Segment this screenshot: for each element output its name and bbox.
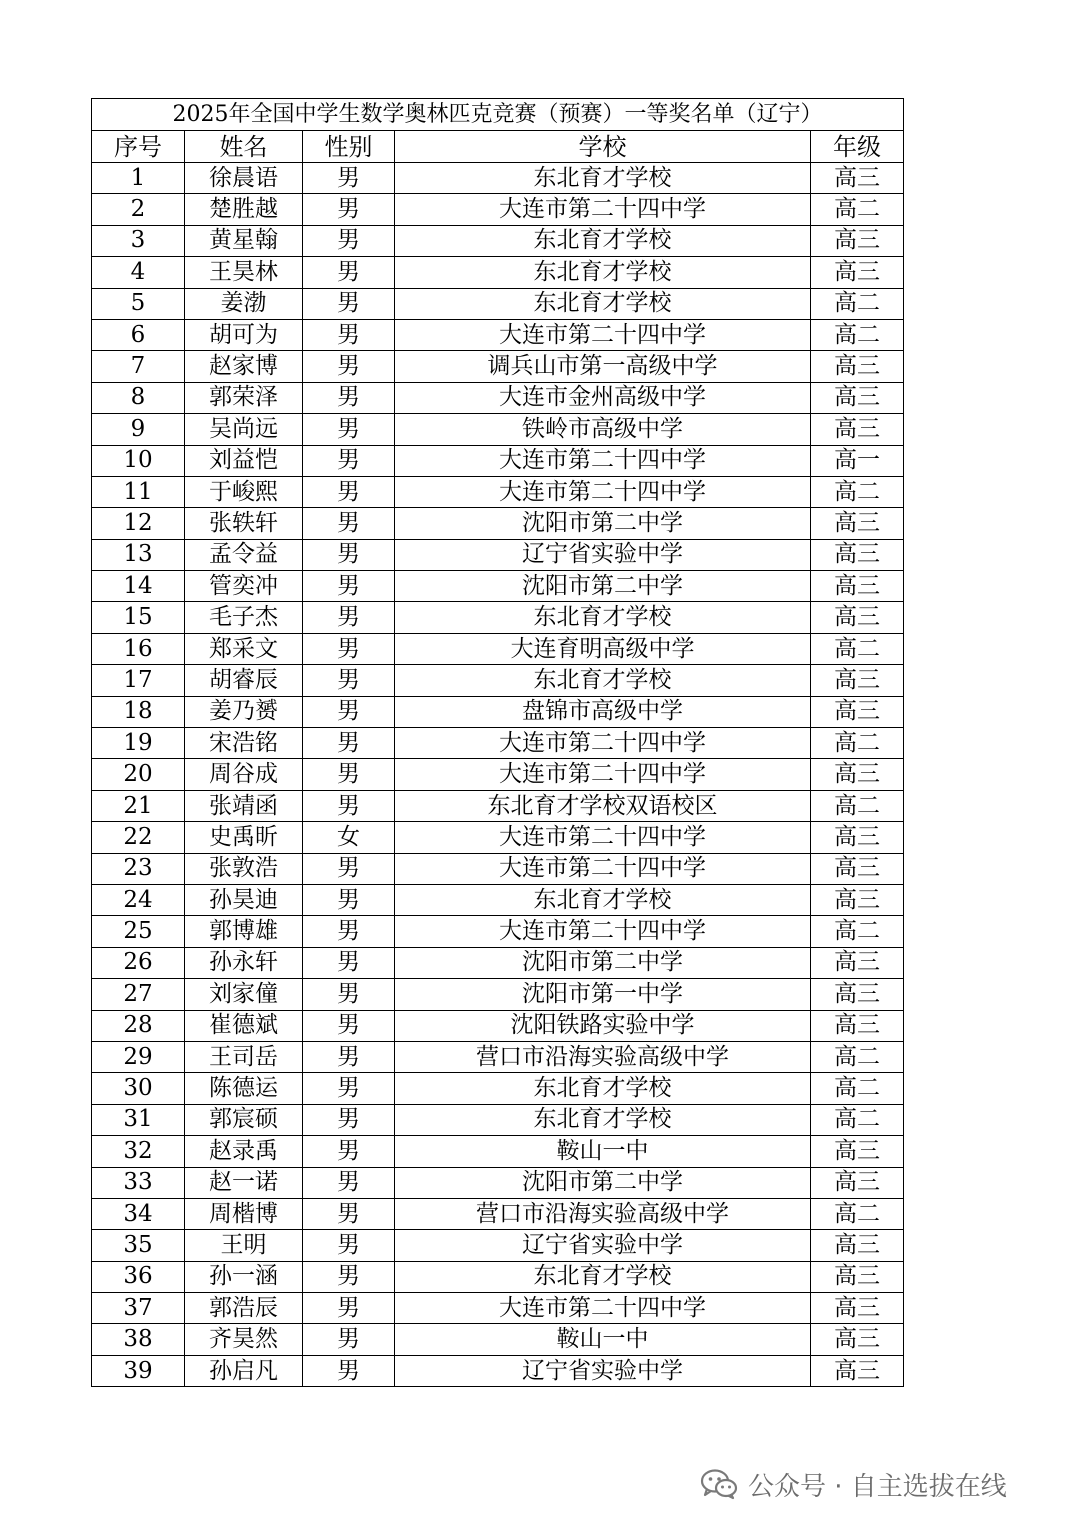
cell-grade: 高二 — [811, 790, 904, 821]
cell-serial: 32 — [92, 1136, 185, 1167]
cell-gender: 男 — [303, 979, 395, 1010]
cell-grade: 高三 — [811, 979, 904, 1010]
cell-school: 沈阳市第二中学 — [395, 1167, 811, 1198]
cell-gender: 男 — [303, 508, 395, 539]
cell-serial: 7 — [92, 351, 185, 382]
cell-name: 赵一诺 — [185, 1167, 303, 1198]
table-row — [92, 884, 904, 915]
cell-serial: 37 — [92, 1293, 185, 1324]
cell-serial: 19 — [92, 728, 185, 759]
cell-gender: 男 — [303, 1041, 395, 1072]
cell-school: 大连市第二十四中学 — [395, 319, 811, 350]
cell-grade: 高二 — [811, 194, 904, 225]
table-row — [92, 257, 904, 288]
cell-grade: 高三 — [811, 1167, 904, 1198]
cell-name: 郭浩辰 — [185, 1293, 303, 1324]
cell-name: 孙一涵 — [185, 1261, 303, 1292]
cell-name: 张敦浩 — [185, 853, 303, 884]
cell-school: 东北育才学校 — [395, 884, 811, 915]
cell-name: 孙启凡 — [185, 1355, 303, 1386]
cell-gender: 男 — [303, 1261, 395, 1292]
cell-name: 孙昊迪 — [185, 884, 303, 915]
cell-school: 调兵山市第一高级中学 — [395, 351, 811, 382]
cell-grade: 高三 — [811, 884, 904, 915]
cell-serial: 15 — [92, 602, 185, 633]
table-row — [92, 790, 904, 821]
cell-serial: 28 — [92, 1010, 185, 1041]
table-row — [92, 1104, 904, 1135]
cell-gender: 男 — [303, 633, 395, 664]
cell-grade: 高三 — [811, 539, 904, 570]
cell-gender: 男 — [303, 1104, 395, 1135]
cell-name: 管奕冲 — [185, 571, 303, 602]
cell-gender: 男 — [303, 1293, 395, 1324]
cell-grade: 高一 — [811, 445, 904, 476]
table-row — [92, 665, 904, 696]
cell-name: 郑采文 — [185, 633, 303, 664]
cell-gender: 男 — [303, 194, 395, 225]
cell-grade: 高三 — [811, 1293, 904, 1324]
cell-serial: 36 — [92, 1261, 185, 1292]
cell-school: 鞍山一中 — [395, 1136, 811, 1167]
watermark — [700, 1460, 1007, 1508]
cell-name: 姜渤 — [185, 288, 303, 319]
watermark-text: 公众号 · 自主选拔在线 — [748, 1471, 1007, 1502]
cell-name: 于峻熙 — [185, 476, 303, 507]
cell-grade: 高三 — [811, 853, 904, 884]
cell-school: 营口市沿海实验高级中学 — [395, 1041, 811, 1072]
table-row — [92, 351, 904, 382]
table-row — [92, 1041, 904, 1072]
cell-grade: 高三 — [811, 508, 904, 539]
cell-serial: 14 — [92, 571, 185, 602]
cell-grade: 高二 — [811, 319, 904, 350]
cell-name: 徐晨语 — [185, 163, 303, 194]
cell-grade: 高三 — [811, 602, 904, 633]
table-row — [92, 1073, 904, 1104]
cell-gender: 男 — [303, 445, 395, 476]
cell-grade: 高三 — [811, 1324, 904, 1355]
header-name: 姓名 — [185, 131, 303, 163]
cell-grade: 高三 — [811, 665, 904, 696]
cell-school: 辽宁省实验中学 — [395, 1230, 811, 1261]
cell-school: 沈阳市第二中学 — [395, 508, 811, 539]
cell-serial: 21 — [92, 790, 185, 821]
table-row — [92, 1136, 904, 1167]
cell-school: 沈阳市第二中学 — [395, 571, 811, 602]
cell-serial: 6 — [92, 319, 185, 350]
table-row — [92, 759, 904, 790]
cell-serial: 9 — [92, 414, 185, 445]
cell-gender: 女 — [303, 822, 395, 853]
cell-school: 辽宁省实验中学 — [395, 539, 811, 570]
cell-gender: 男 — [303, 790, 395, 821]
table-row — [92, 1355, 904, 1386]
award-table — [91, 98, 904, 1387]
cell-name: 孙永轩 — [185, 947, 303, 978]
cell-gender: 男 — [303, 696, 395, 727]
cell-name: 宋浩铭 — [185, 728, 303, 759]
cell-grade: 高三 — [811, 382, 904, 413]
cell-grade: 高二 — [811, 728, 904, 759]
table-row — [92, 1261, 904, 1292]
cell-grade: 高三 — [811, 163, 904, 194]
cell-name: 胡可为 — [185, 319, 303, 350]
cell-gender: 男 — [303, 351, 395, 382]
cell-name: 陈德运 — [185, 1073, 303, 1104]
cell-name: 姜乃赟 — [185, 696, 303, 727]
cell-serial: 12 — [92, 508, 185, 539]
table-row — [92, 696, 904, 727]
table-row — [92, 728, 904, 759]
table-row — [92, 1324, 904, 1355]
cell-serial: 2 — [92, 194, 185, 225]
cell-gender: 男 — [303, 1355, 395, 1386]
cell-serial: 5 — [92, 288, 185, 319]
cell-serial: 29 — [92, 1041, 185, 1072]
cell-name: 刘益恺 — [185, 445, 303, 476]
table-row — [92, 319, 904, 350]
title-row — [92, 99, 904, 131]
cell-school: 东北育才学校 — [395, 1073, 811, 1104]
cell-gender: 男 — [303, 1010, 395, 1041]
cell-serial: 10 — [92, 445, 185, 476]
cell-gender: 男 — [303, 947, 395, 978]
cell-serial: 3 — [92, 225, 185, 256]
cell-school: 东北育才学校 — [395, 257, 811, 288]
table-row — [92, 476, 904, 507]
cell-name: 史禹昕 — [185, 822, 303, 853]
cell-gender: 男 — [303, 382, 395, 413]
cell-name: 黄星翰 — [185, 225, 303, 256]
table-row — [92, 1010, 904, 1041]
cell-school: 辽宁省实验中学 — [395, 1355, 811, 1386]
cell-gender: 男 — [303, 916, 395, 947]
cell-serial: 27 — [92, 979, 185, 1010]
table-row — [92, 288, 904, 319]
table-row — [92, 571, 904, 602]
cell-school: 大连市金州高级中学 — [395, 382, 811, 413]
cell-serial: 35 — [92, 1230, 185, 1261]
cell-school: 东北育才学校 — [395, 225, 811, 256]
cell-name: 郭博雄 — [185, 916, 303, 947]
cell-grade: 高二 — [811, 1041, 904, 1072]
cell-serial: 11 — [92, 476, 185, 507]
table-row — [92, 1198, 904, 1229]
cell-serial: 23 — [92, 853, 185, 884]
cell-school: 东北育才学校 — [395, 1104, 811, 1135]
cell-serial: 22 — [92, 822, 185, 853]
cell-serial: 16 — [92, 633, 185, 664]
cell-gender: 男 — [303, 414, 395, 445]
table-row — [92, 1230, 904, 1261]
cell-school: 铁岭市高级中学 — [395, 414, 811, 445]
cell-grade: 高三 — [811, 759, 904, 790]
cell-school: 沈阳市第一中学 — [395, 979, 811, 1010]
table-row — [92, 633, 904, 664]
cell-school: 大连市第二十四中学 — [395, 853, 811, 884]
cell-name: 孟令益 — [185, 539, 303, 570]
cell-gender: 男 — [303, 1230, 395, 1261]
cell-school: 大连市第二十四中学 — [395, 194, 811, 225]
cell-serial: 18 — [92, 696, 185, 727]
cell-name: 郭荣泽 — [185, 382, 303, 413]
cell-school: 盘锦市高级中学 — [395, 696, 811, 727]
cell-name: 崔德斌 — [185, 1010, 303, 1041]
cell-serial: 17 — [92, 665, 185, 696]
cell-gender: 男 — [303, 1167, 395, 1198]
cell-name: 赵录禹 — [185, 1136, 303, 1167]
table-row — [92, 1293, 904, 1324]
cell-school: 大连市第二十四中学 — [395, 916, 811, 947]
cell-school: 大连市第二十四中学 — [395, 476, 811, 507]
cell-serial: 13 — [92, 539, 185, 570]
cell-name: 王司岳 — [185, 1041, 303, 1072]
cell-grade: 高二 — [811, 288, 904, 319]
cell-school: 东北育才学校 — [395, 1261, 811, 1292]
cell-name: 王昊林 — [185, 257, 303, 288]
cell-school: 沈阳铁路实验中学 — [395, 1010, 811, 1041]
table-row — [92, 508, 904, 539]
header-serial: 序号 — [92, 131, 185, 163]
cell-name: 楚胜越 — [185, 194, 303, 225]
cell-school: 大连市第二十四中学 — [395, 822, 811, 853]
cell-gender: 男 — [303, 1073, 395, 1104]
cell-grade: 高三 — [811, 1010, 904, 1041]
cell-serial: 30 — [92, 1073, 185, 1104]
cell-grade: 高二 — [811, 1104, 904, 1135]
cell-gender: 男 — [303, 571, 395, 602]
cell-serial: 39 — [92, 1355, 185, 1386]
table-row — [92, 194, 904, 225]
header-grade: 年级 — [811, 131, 904, 163]
cell-school: 东北育才学校 — [395, 163, 811, 194]
cell-gender: 男 — [303, 853, 395, 884]
cell-serial: 20 — [92, 759, 185, 790]
table-row — [92, 947, 904, 978]
cell-name: 周谷成 — [185, 759, 303, 790]
cell-grade: 高二 — [811, 476, 904, 507]
cell-gender: 男 — [303, 665, 395, 696]
table-row — [92, 539, 904, 570]
cell-gender: 男 — [303, 225, 395, 256]
cell-gender: 男 — [303, 476, 395, 507]
table-row — [92, 602, 904, 633]
cell-serial: 31 — [92, 1104, 185, 1135]
cell-school: 沈阳市第二中学 — [395, 947, 811, 978]
cell-school: 大连市第二十四中学 — [395, 445, 811, 476]
cell-gender: 男 — [303, 163, 395, 194]
cell-name: 郭宸硕 — [185, 1104, 303, 1135]
table-row — [92, 225, 904, 256]
cell-gender: 男 — [303, 319, 395, 350]
cell-name: 张轶轩 — [185, 508, 303, 539]
header-gender: 性别 — [303, 131, 395, 163]
table-row — [92, 382, 904, 413]
cell-grade: 高三 — [811, 1230, 904, 1261]
cell-name: 张靖函 — [185, 790, 303, 821]
cell-school: 大连育明高级中学 — [395, 633, 811, 664]
table-body — [92, 163, 904, 1387]
cell-grade: 高三 — [811, 1261, 904, 1292]
cell-name: 赵家博 — [185, 351, 303, 382]
cell-gender: 男 — [303, 602, 395, 633]
cell-serial: 26 — [92, 947, 185, 978]
cell-school: 鞍山一中 — [395, 1324, 811, 1355]
cell-gender: 男 — [303, 728, 395, 759]
cell-gender: 男 — [303, 257, 395, 288]
cell-school: 大连市第二十四中学 — [395, 728, 811, 759]
cell-name: 周楷博 — [185, 1198, 303, 1229]
cell-grade: 高二 — [811, 1073, 904, 1104]
cell-school: 大连市第二十四中学 — [395, 1293, 811, 1324]
table-row — [92, 916, 904, 947]
cell-school: 东北育才学校 — [395, 288, 811, 319]
cell-grade: 高三 — [811, 1355, 904, 1386]
cell-grade: 高三 — [811, 1136, 904, 1167]
cell-gender: 男 — [303, 759, 395, 790]
cell-name: 齐昊然 — [185, 1324, 303, 1355]
cell-gender: 男 — [303, 884, 395, 915]
cell-grade: 高三 — [811, 571, 904, 602]
cell-name: 刘家僮 — [185, 979, 303, 1010]
cell-gender: 男 — [303, 539, 395, 570]
cell-name: 毛子杰 — [185, 602, 303, 633]
table-row — [92, 853, 904, 884]
cell-serial: 34 — [92, 1198, 185, 1229]
cell-serial: 24 — [92, 884, 185, 915]
wechat-icon — [700, 1468, 738, 1500]
cell-grade: 高三 — [811, 351, 904, 382]
cell-name: 王明 — [185, 1230, 303, 1261]
table-row — [92, 414, 904, 445]
cell-school: 东北育才学校 — [395, 665, 811, 696]
header-row — [92, 131, 904, 163]
cell-gender: 男 — [303, 1198, 395, 1229]
cell-grade: 高三 — [811, 257, 904, 288]
cell-grade: 高二 — [811, 633, 904, 664]
cell-school: 大连市第二十四中学 — [395, 759, 811, 790]
cell-school: 东北育才学校双语校区 — [395, 790, 811, 821]
cell-serial: 38 — [92, 1324, 185, 1355]
cell-grade: 高三 — [811, 947, 904, 978]
cell-name: 吴尚远 — [185, 414, 303, 445]
table-row — [92, 822, 904, 853]
document-title: 2025年全国中学生数学奥林匹克竞赛（预赛）一等奖名单（辽宁） — [92, 99, 904, 131]
cell-serial: 8 — [92, 382, 185, 413]
table-row — [92, 1167, 904, 1198]
cell-grade: 高三 — [811, 696, 904, 727]
cell-grade: 高二 — [811, 916, 904, 947]
cell-grade: 高三 — [811, 822, 904, 853]
cell-gender: 男 — [303, 1324, 395, 1355]
table-row — [92, 979, 904, 1010]
cell-serial: 33 — [92, 1167, 185, 1198]
cell-grade: 高三 — [811, 414, 904, 445]
cell-grade: 高二 — [811, 1198, 904, 1229]
cell-school: 东北育才学校 — [395, 602, 811, 633]
table-row — [92, 445, 904, 476]
cell-grade: 高三 — [811, 225, 904, 256]
cell-gender: 男 — [303, 288, 395, 319]
cell-serial: 25 — [92, 916, 185, 947]
cell-name: 胡睿辰 — [185, 665, 303, 696]
header-school: 学校 — [395, 131, 811, 163]
table-row — [92, 163, 904, 194]
cell-serial: 1 — [92, 163, 185, 194]
cell-serial: 4 — [92, 257, 185, 288]
cell-school: 营口市沿海实验高级中学 — [395, 1198, 811, 1229]
cell-gender: 男 — [303, 1136, 395, 1167]
